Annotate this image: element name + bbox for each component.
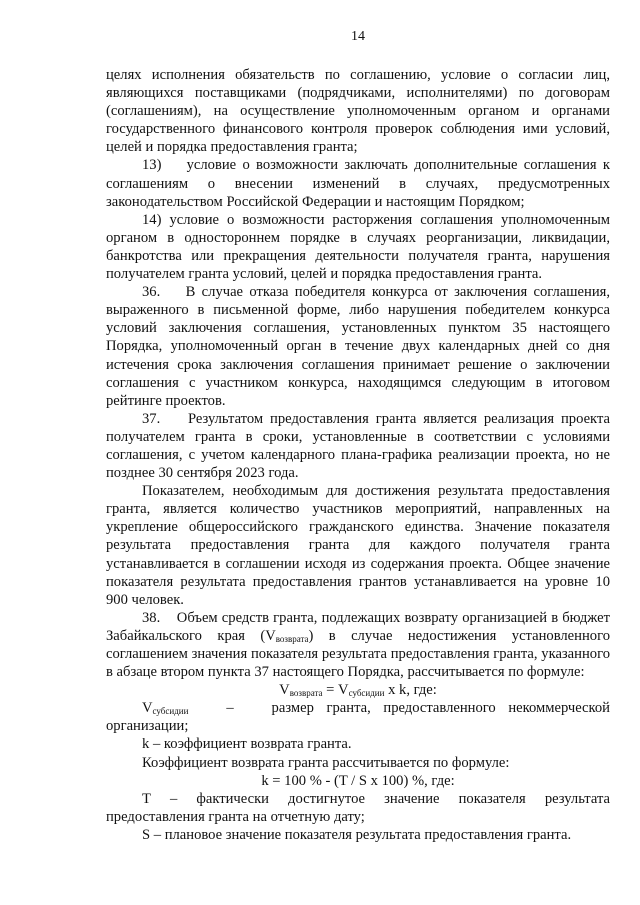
document-body [106,66,610,844]
paragraph-38-lead: 38. Объем средств гранта, подлежащих возврату организацией в бюджет Забайкальского края (V [106,609,610,644]
formula-v-return: V [279,682,290,699]
page-number: 14 [351,29,365,44]
paragraph-item-13: 13) условие о возможности заключать дополнительные соглашения к соглашениям о внесении изменений в случаях, предусмотренных законодательством Российской Федерации и настоящим Порядком; [106,157,610,210]
definition-t: Т – фактически достигнутое значение показателя результата предоставления гранта на отчетную дату; [106,790,610,825]
paragraph-38-subscript: возврата [275,633,309,644]
definition-s: S – плановое значение показателя результата предоставления гранта. [142,826,572,843]
definition-v-symbol: V [142,700,153,717]
paragraph-indicator: Показателем, необходимым для достижения результата предоставления гранта, является количество участников мероприятий, направленных на укрепление общероссийского гражданского единства. Значение показателя результата предоставления гранта для каждого получателя гранта устанавливается в соглашении исходя из содержания проекта. Общее значение показателя результата предоставления грантов устанавливается на уровне 10 900 человек. [106,483,610,608]
definition-v-subscript: субсидии [152,706,189,717]
formula-tail: x k, где: [384,682,437,699]
k-formula-intro: Коэффициент возврата гранта рассчитывается по формуле: [142,754,510,771]
formula-sub-return: возврата [289,688,323,699]
formula-sub-subsidy: субсидии [348,688,385,699]
definition-v [106,699,610,735]
formula-k: k = 100 % - (T / S x 100) %, где: [261,772,455,789]
paragraph-37: 37. Результатом предоставления гранта является реализация проекта получателем гранта в сроки, установленные в соответствии с условиями соглашения, с учетом календарного плана-графика реализации проекта, но не позднее 30 сентября 2023 года. [106,410,610,482]
definition-v-text: – размер гранта, предоставленного некоммерческой организации; [106,700,610,735]
paragraph-continuation: целях исполнения обязательств по соглашению, условие о согласии лиц, являющихся поставщиками (подрядчиками, исполнителями) по договорам (соглашениям), на осуществление уполномоченным органом и органами государственного финансового контроля проверок соблюдения ими условий, целей и порядка предоставления гранта; [106,67,610,156]
formula-v-subsidy: = V [322,682,349,699]
formula-return [106,681,610,699]
paragraph-38-tail: ) в случае недостижения установленного соглашением значения показателя результата предоставления гранта, указанного в абзаце втором пункта 37 настоящего Порядка, рассчитывается по формуле: [106,627,610,681]
paragraph-36: 36. В случае отказа победителя конкурса от заключения соглашения, выраженного в письменной форме, либо нарушения победителем конкурса условий заключения соглашения, установленных пунктом 35 настоящего Порядка, уполномоченный орган в течение двух календарных дней со дня истечения срока заключения соглашения принимает решение о заключении соглашения с участником конкурса, находящимся следующим в итоговом рейтинге проектов. [106,284,610,409]
paragraph-38 [106,609,610,681]
definition-k: k – коэффициент возврата гранта. [142,736,352,753]
paragraph-item-14: 14) условие о возможности расторжения соглашения уполномоченным органом в одностороннем порядке в случаях реорганизации, ликвидации, банкротства или прекращения деятельности получателя гранта, нарушения получателем гранта условий, целей и порядка предоставления гранта. [106,211,610,283]
